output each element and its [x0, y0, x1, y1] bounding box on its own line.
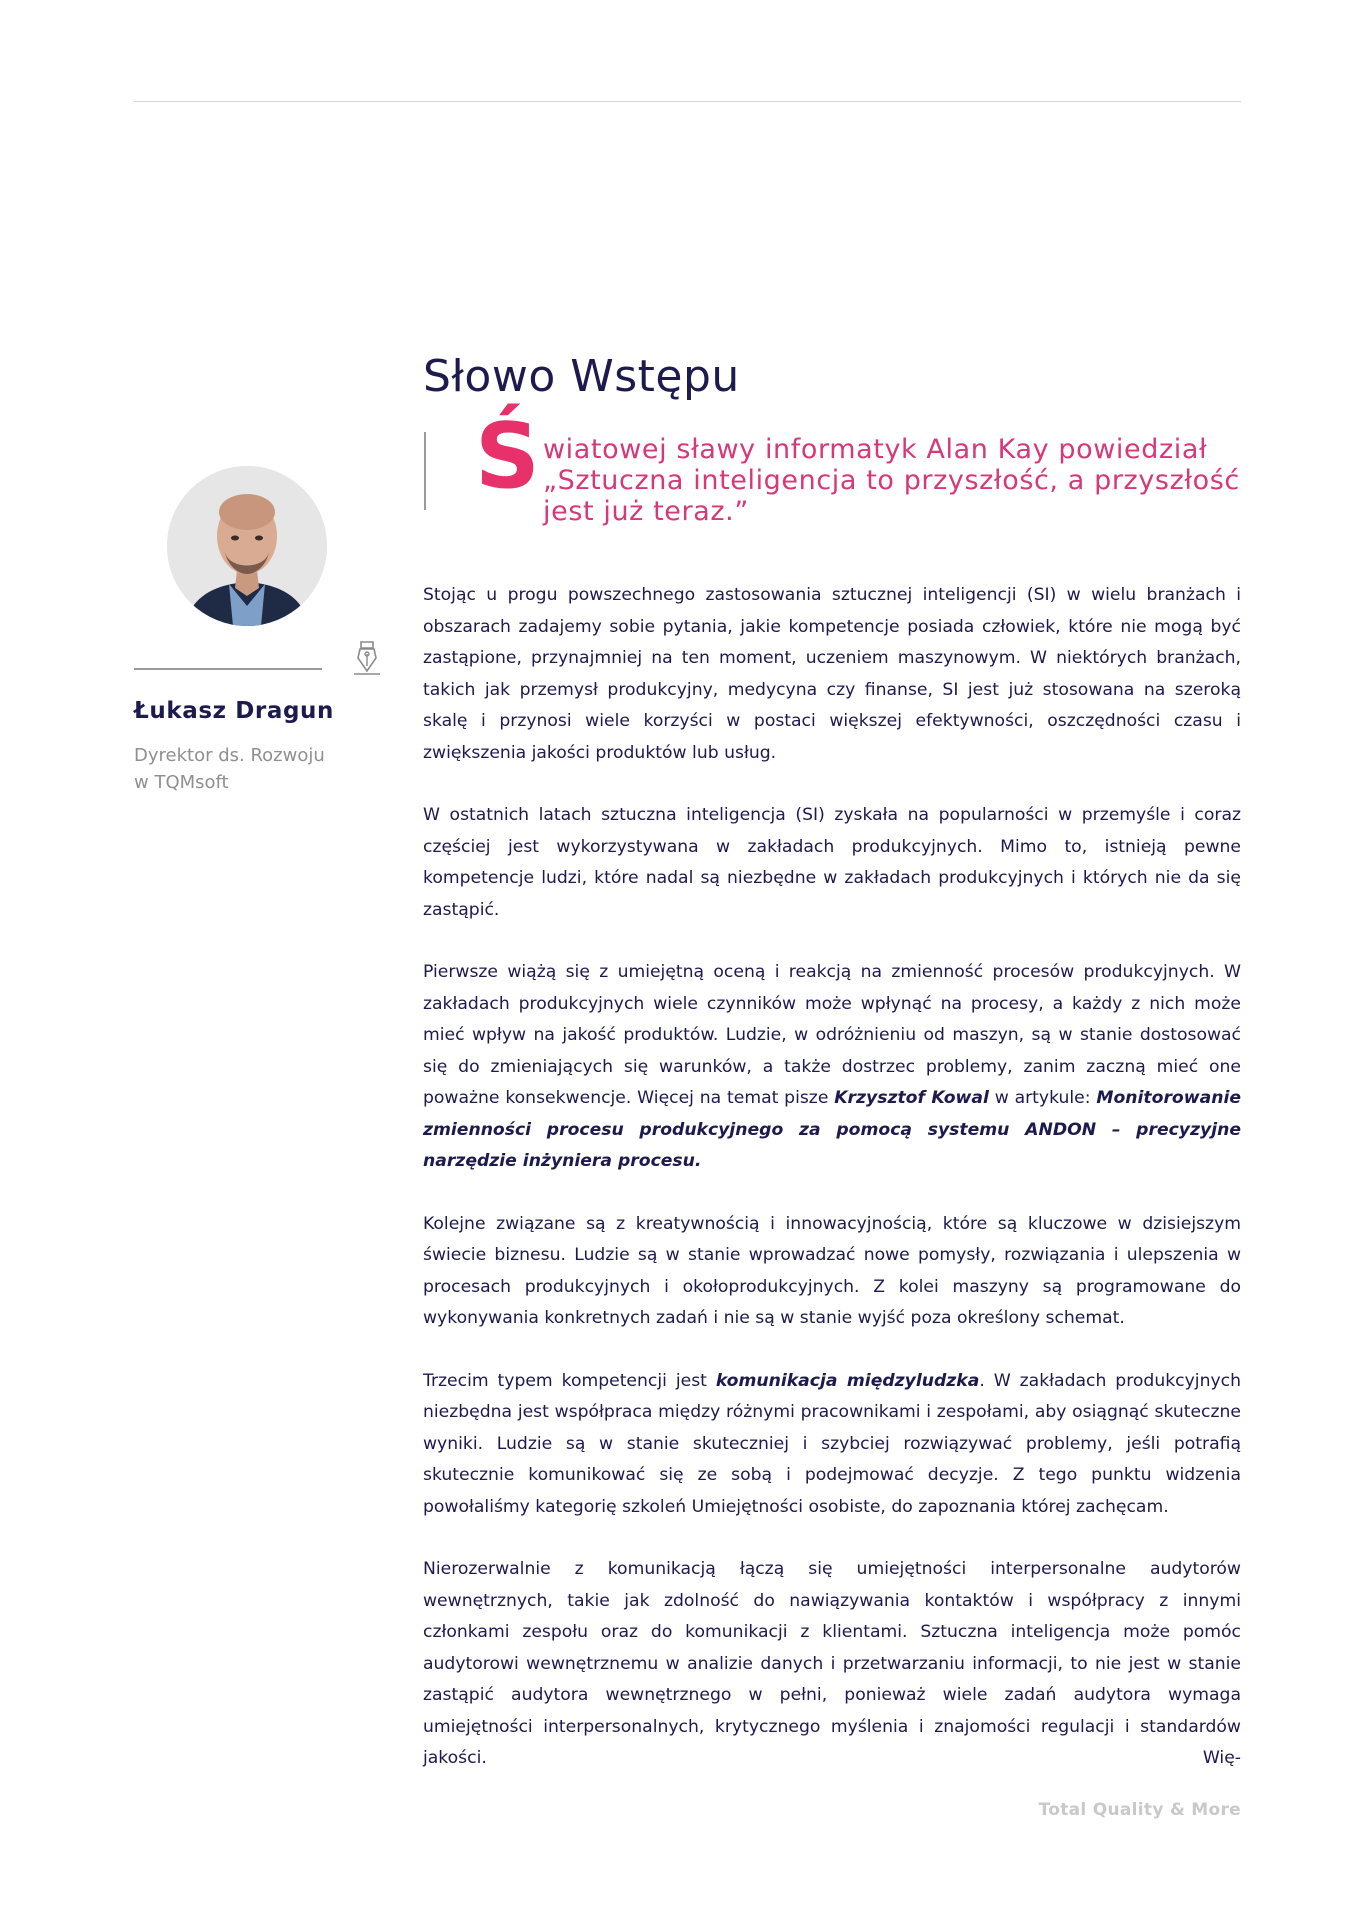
author-name: Łukasz Dragun [134, 698, 335, 724]
paragraph-5-text-a: Trzecim typem kompetencji jest [423, 1370, 716, 1391]
highlight-communication: komunikacja międzyludzka [715, 1370, 980, 1391]
author-role-line1: Dyrektor ds. Rozwoju [134, 745, 325, 766]
pen-nib-icon [352, 640, 382, 676]
intro-quote: wiatowej sławy informatyk Alan Kay powiedział „Sztuczna inteligencja to przyszłość, a przyszłość jest już teraz.” [543, 434, 1240, 527]
paragraph-5-text-b: . W zakładach produkcyjnych niezbędna jest współpraca między różnymi pracownikami i zespołami, aby osiągnąć skuteczne wyniki. Ludzie są w stanie skuteczniej i szybciej rozwiązywać problemy, jeśli potrafią skutecznie komunikować się ze sobą i podejmować decyzje. Z tego punktu widzenia powołaliśmy kategorię szkoleń Umiejętności osobiste, do zapoznania której zachęcam. [423, 1370, 1241, 1517]
dropcap: Ś [475, 404, 540, 509]
quote-bar [424, 432, 426, 510]
article-body [423, 580, 1241, 1806]
page-title: Słowo Wstępu [423, 351, 740, 403]
paragraph-3-text-a: Pierwsze wiążą się z umiejętną oceną i reakcją na zmienność procesów produkcyjnych. W zakładach produkcyjnych wiele czynników może wpłynąć na procesy, a każdy z nich może mieć wpływ na jakość produktów. Ludzie, w odróżnieniu od maszyn, są w stanie dostosować się do zmieniających się warunków, a także dostrzec problemy, zanim zaczną mieć one poważne konsekwencje. Więcej na temat pisze [423, 962, 1241, 1108]
paragraph-4: Kolejne związane są z kreatywnością i innowacyjnością, które są kluczowe w dzisiejszym świecie biznesu. Ludzie są w stanie wprowadzać nowe pomysły, rozwiązania i ulepszenia w procesach produkcyjnych i okołoprodukcyjnych. Z kolei maszyny są programowane do wykonywania konkretnych zadań i nie są w stanie wyjść poza określony schemat. [423, 1213, 1241, 1328]
author-photo [167, 466, 327, 626]
article-title-link[interactable]: Monitorowanie zmienności procesu produkcyjnego za pomocą systemu ANDON – precyzyjne narzędzie inżyniera procesu. [423, 1088, 1241, 1171]
paragraph-3-text-b: w artykule: [988, 1088, 1097, 1108]
paragraph-1: Stojąc u progu powszechnego zastosowania sztucznej inteligencji (SI) w wielu branżach i obszarach zadajemy sobie pytania, jakie kompetencje posiada człowiek, które nie mogą być zastąpione, przynajmniej na ten moment, uczeniem maszynowym. W niektórych branżach, takich jak przemysł produkcyjny, medycyna czy finanse, SI jest już stosowana na szeroką skalę i przynosi wiele korzyści w postaci większej efektywności, oszczędności czasu i zwiększenia jakości produktów lub usług. [423, 585, 1241, 763]
author-avatar [167, 466, 327, 626]
author-role-line2: w TQMsoft [134, 772, 229, 793]
top-divider [134, 101, 1241, 102]
paragraph-5 [423, 1366, 1241, 1524]
paragraph-6: Nierozerwalnie z komunikacją łączą się umiejętności interpersonalne audytorów wewnętrznych, takie jak zdolność do nawiązywania kontaktów i współpracy z innymi członkami zespołu oraz do komunikacji z klientami. Sztuczna inteligencja może pomóc audytorowi wewnętrznemu w analizie danych i przetwarzaniu informacji, to nie jest w stanie zastąpić audytora wewnętrznego w pełni, ponieważ wiele zadań audytora wymaga umiejętności interpersonalnych, krytycznego myślenia i znajomości regulacji i standardów jakości. Wię- [423, 1559, 1241, 1768]
paragraph-2: W ostatnich latach sztuczna inteligencja (SI) zyskała na popularności w przemyśle i coraz częściej jest wykorzystywana w zakładach produkcyjnych. Mimo to, istnieją pewne kompetencje ludzi, które nadal są niezbędne w zakładach produkcyjnych i których nie da się zastąpić. [423, 805, 1241, 920]
author-role [134, 742, 325, 796]
article-author-name: Krzysztof Kowal [834, 1088, 989, 1108]
footer-publication-name: Total Quality & More [1038, 1800, 1241, 1820]
paragraph-3 [423, 957, 1241, 1178]
sidebar-divider [134, 668, 322, 670]
